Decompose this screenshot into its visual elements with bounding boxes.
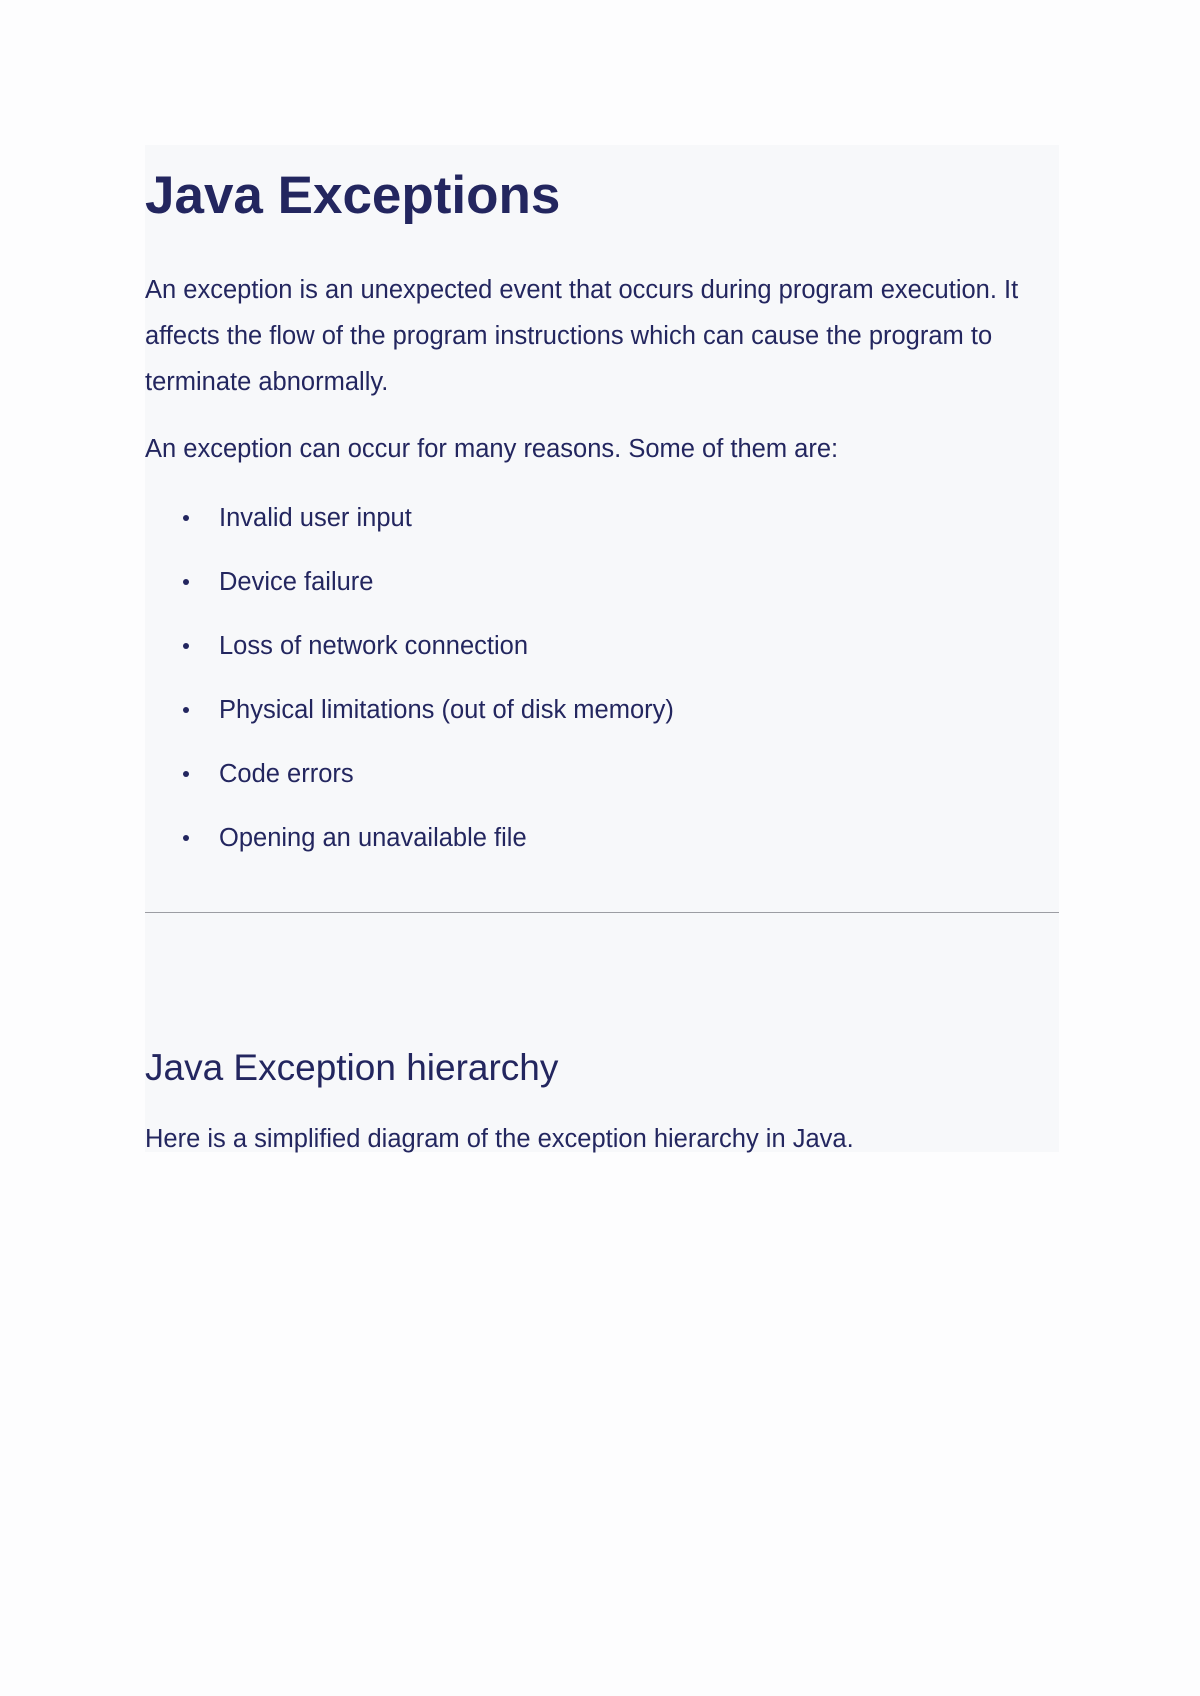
list-item xyxy=(145,495,674,559)
section-divider xyxy=(145,912,1059,913)
list-item-text: Code errors xyxy=(219,760,354,788)
intro-paragraph: An exception is an unexpected event that occurs during program execution. It affects the flow of the program instructions which can cause the program to terminate abnormally. xyxy=(145,276,1019,396)
bullet-icon xyxy=(183,707,189,713)
bullet-icon xyxy=(183,579,189,585)
list-item xyxy=(145,751,674,815)
list-item xyxy=(145,687,674,751)
list-item-text: Invalid user input xyxy=(219,504,412,532)
bullet-icon xyxy=(183,835,189,841)
section-paragraph: Here is a simplified diagram of the exception hierarchy in Java. xyxy=(145,1125,854,1153)
page-title: Java Exceptions xyxy=(145,166,561,225)
list-item-text: Physical limitations (out of disk memory) xyxy=(219,696,674,724)
bullet-icon xyxy=(183,643,189,649)
list-item-text: Opening an unavailable file xyxy=(219,824,527,852)
reasons-intro-paragraph: An exception can occur for many reasons. Some of them are: xyxy=(145,435,839,463)
bullet-icon xyxy=(183,771,189,777)
list-item xyxy=(145,559,674,623)
list-item xyxy=(145,815,674,879)
list-item xyxy=(145,623,674,687)
list-item-text: Loss of network connection xyxy=(219,632,529,660)
list-item-text: Device failure xyxy=(219,568,374,596)
bullet-icon xyxy=(183,515,189,521)
reasons-list xyxy=(145,495,674,879)
section-heading: Java Exception hierarchy xyxy=(145,1047,559,1088)
